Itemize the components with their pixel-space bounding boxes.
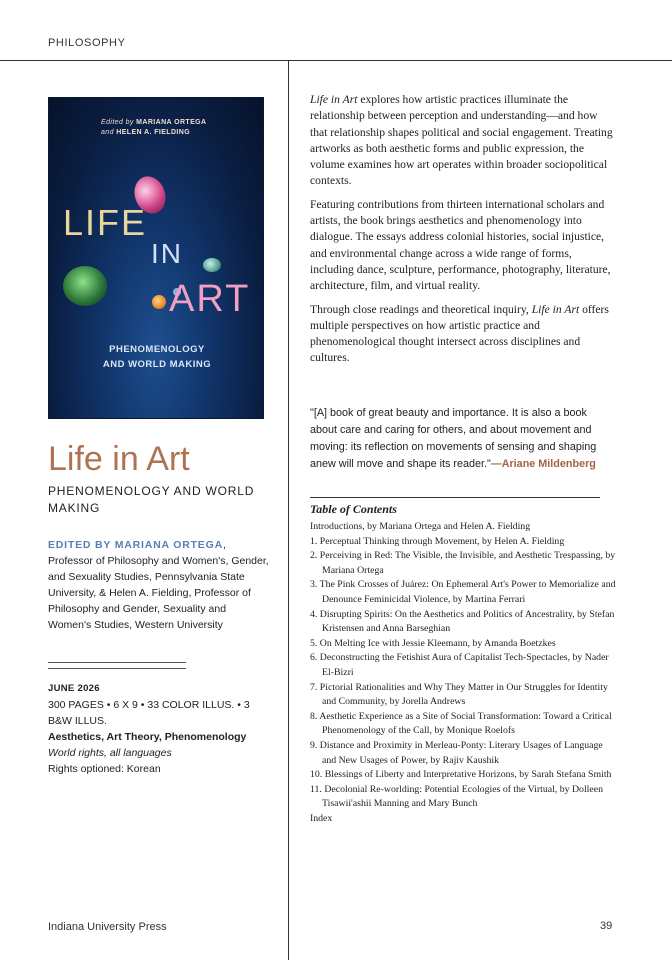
toc-item: Index bbox=[310, 812, 333, 824]
toc-item: Introductions, by Mariana Ortega and Helen A. Fielding bbox=[310, 521, 531, 532]
description-paragraph-1 bbox=[310, 92, 614, 190]
description-title-ref-1: Life in Art bbox=[310, 93, 358, 106]
cover-editors bbox=[101, 118, 264, 138]
description-p3-text: offers multiple perspectives on how artistic practice and phenomenological thought intersect across disciplines and cultures. bbox=[310, 302, 609, 365]
book-specs: 300 PAGES • 6 X 9 • 33 COLOR ILLUS. • 3 B&W ILLUS. bbox=[48, 699, 250, 727]
rights-optioned: Rights optioned: Korean bbox=[48, 763, 161, 775]
table-of-contents bbox=[310, 520, 616, 826]
editors-affiliations: , Professor of Philosophy and Women's, Gender, and Sexuality Studies, Pennsylvania State University, & Helen A. Fielding, Professor of Philosophy and Gender, Sexuality and Women's Studies, Western University bbox=[48, 539, 269, 631]
toc-title: Table of Contents bbox=[310, 502, 397, 516]
cover-word-art: ART bbox=[169, 278, 251, 320]
toc-item: 2. Perceiving in Red: The Visible, the Invisible, and Aesthetic Trespassing, by Mariana Ortega bbox=[310, 550, 616, 576]
toc-item: 3. The Pink Crosses of Juárez: On Ephemeral Art's Power to Memorialize and Denounce Feminicidal Violence, by Martina Ferrari bbox=[310, 579, 616, 605]
cover-subtitle-line-2: AND WORLD MAKING bbox=[102, 359, 212, 370]
cover-subtitle bbox=[49, 342, 264, 372]
publication-date: JUNE 2026 bbox=[48, 683, 100, 694]
toc-item: 4. Disrupting Spirits: On the Aesthetics and Politics of Ancestrality, by Stefan Kristensen and Anna Barseghian bbox=[310, 608, 615, 635]
column-divider bbox=[288, 60, 289, 960]
cover-editor-2-prefix: and bbox=[101, 129, 114, 136]
green-orb-decoration bbox=[63, 266, 107, 306]
endorsement-quote bbox=[310, 405, 610, 473]
teal-orb-decoration bbox=[203, 258, 221, 272]
description-paragraph-3 bbox=[310, 302, 614, 367]
description-p1-text: explores how artistic practices illuminate the relationship between perception and understanding—and how that relationship shapes political and social engagement. Treating artworks as both aesthetic forms and public expression, the volume examines how art operates within broader sociopolitical contexts. bbox=[310, 93, 613, 188]
toc-rule bbox=[310, 497, 600, 498]
description-p3-pre: Through close readings and theoretical inquiry, bbox=[310, 302, 532, 316]
cover-word-life: LIFE bbox=[63, 202, 148, 243]
toc-item: 5. On Melting Ice with Jessie Kleemann, by Amanda Boetzkes bbox=[310, 637, 556, 649]
rights-info: World rights, all languages bbox=[48, 747, 172, 759]
description-paragraph-2: Featuring contributions from thirteen international scholars and artists, the book brings aesthetics and phenomenology into dialogue. The essays address colonial histories, social injustice, and environmental change across a wide range of forms, including dance, sculpture, performance, photography, literature, architecture, film, and virtual reality. bbox=[310, 197, 611, 293]
book-metadata bbox=[48, 681, 270, 777]
double-rule-divider bbox=[48, 662, 186, 669]
cover-subtitle-line-1: PHENOMENOLOGY bbox=[109, 344, 205, 355]
book-subtitle: PHENOMENOLOGY AND WORLD MAKING bbox=[48, 484, 255, 515]
toc-item: 6. Deconstructing the Fetishist Aura of Capitalist Tech-Spectacles, by Nader El-Bizri bbox=[310, 652, 609, 678]
section-label: PHILOSOPHY bbox=[48, 37, 126, 49]
page-number: 39 bbox=[600, 920, 613, 932]
book-categories: Aesthetics, Art Theory, Phenomenology bbox=[48, 731, 247, 743]
publisher-name: Indiana University Press bbox=[48, 921, 167, 933]
cover-editor-2: HELEN A. FIELDING bbox=[116, 129, 191, 136]
quote-text: "[A] book of great beauty and importance. It is also a book about care and caring for others, and about movement and moving: its reflection on movements of sensing and shaping anew will move and shape its reader." bbox=[310, 407, 597, 470]
book-description bbox=[310, 92, 614, 374]
cover-editors-prefix: Edited by bbox=[101, 119, 134, 126]
book-cover-image bbox=[48, 97, 264, 419]
toc-item: 11. Decolonial Re-worlding: Potential Ecologies of the Virtual, by Dolleen Tisawii'ashii Manning and Mary Bunch bbox=[310, 783, 603, 810]
top-rule bbox=[0, 60, 672, 61]
orange-orb-decoration bbox=[152, 295, 166, 309]
cover-word-in: IN bbox=[151, 238, 183, 269]
toc-item: 7. Pictorial Rationalities and Why They Matter in Our Struggles for Identity and Community, by Jorella Andrews bbox=[310, 681, 608, 708]
toc-item: 8. Aesthetic Experience as a Site of Social Transformation: Toward a Critical Phenomenology of the Call, by Monique Roelofs bbox=[310, 710, 612, 737]
quote-attribution: —Ariane Mildenberg bbox=[490, 458, 596, 470]
toc-item: 10. Blessings of Liberty and Interpretative Horizons, by Sarah Stefana Smith bbox=[310, 769, 612, 781]
description-title-ref-2: Life in Art bbox=[531, 302, 580, 316]
toc-item: 1. Perceptual Thinking through Movement, by Helen A. Fielding bbox=[310, 535, 565, 547]
editors-block bbox=[48, 537, 270, 633]
cover-editor-1: MARIANA ORTEGA bbox=[136, 119, 207, 126]
toc-item: 9. Distance and Proximity in Merleau-Ponty: Literary Usages of Language and New Usages of Power, by Rajiv Kaushik bbox=[310, 739, 603, 766]
book-title: Life in Art bbox=[48, 440, 190, 478]
edited-by-label: EDITED BY MARIANA ORTEGA bbox=[48, 539, 223, 551]
